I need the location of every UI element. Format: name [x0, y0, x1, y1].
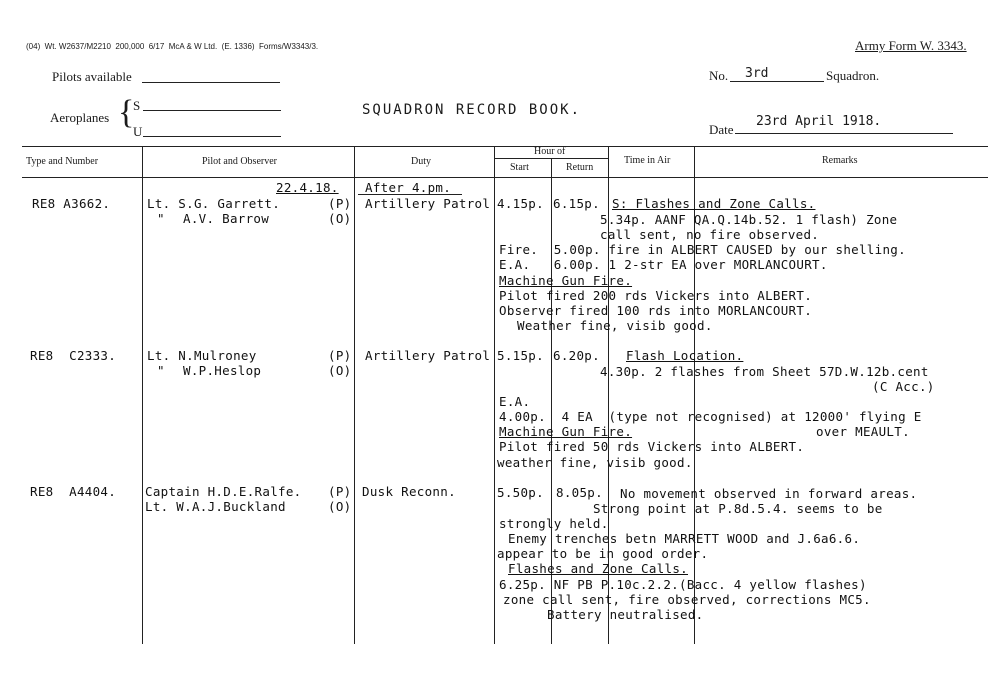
- date-label: Date: [709, 122, 734, 137]
- entry-1-start: 4.15p.: [497, 196, 544, 211]
- entry-1-duty: Artillery Patrol: [365, 196, 491, 211]
- entry-3-remark-8: zone call sent, fire observed, corrections MC5.: [503, 592, 871, 607]
- entry-2-remark-1: Flash Location.: [626, 348, 744, 363]
- table-top-rule: [22, 146, 988, 147]
- col-divider-2: [354, 146, 355, 644]
- entry-2-start: 5.15p.: [497, 348, 544, 363]
- col-header-type: Type and Number: [26, 156, 99, 167]
- entry-2-pilot: Lt. N.Mulroney: [147, 348, 257, 363]
- entry-2-remark-3: (C Acc.): [872, 379, 935, 394]
- entry-1-type: RE8 A3662.: [32, 196, 111, 211]
- aeroplanes-s-label: S: [133, 98, 141, 113]
- entry-1-observer-ditto: ": [157, 211, 165, 226]
- aeroplanes-u-label: U: [133, 124, 143, 139]
- entry-2-duty: Artillery Patrol: [365, 348, 491, 363]
- entry-date-heading: 22.4.18.: [276, 180, 339, 195]
- entry-2-observer-ditto: ": [157, 363, 165, 378]
- entry-3-remark-2: Strong point at P.8d.5.4. seems to be: [593, 501, 883, 516]
- entry-1-remark-3: call sent, no fire observed.: [600, 227, 820, 242]
- entry-3-pilot-role: (P): [328, 484, 352, 499]
- col-header-remarks: Remarks: [822, 155, 858, 166]
- print-code: (04) Wt. W2637/M2210 200,000 6/17 McA & W Ltd. (E. 1336) Forms/W3343/3.: [26, 42, 319, 51]
- entry-3-remark-4: Enemy trenches betn MARRETT WOOD and J.6a6.6.: [508, 531, 861, 546]
- entry-1-pilot-role: (P): [328, 196, 352, 211]
- entry-3-remark-7: 6.25p. NF PB P.10c.2.2.(Bacc. 4 yellow flashes): [499, 577, 867, 592]
- entry-3-observer: Lt. W.A.J.Buckland: [145, 499, 286, 514]
- entry-3-remark-5: appear to be in good order.: [497, 546, 709, 561]
- entry-1-remark-9: Weather fine, visib good.: [517, 318, 713, 333]
- entry-2-observer: W.P.Heslop: [183, 363, 262, 378]
- army-form-number: Army Form W. 3343.: [855, 38, 967, 53]
- table-header-rule: [22, 177, 988, 178]
- entry-2-remark-6: over MEAULT.: [816, 424, 910, 439]
- entry-1-remark-6: Machine Gun Fire.: [499, 273, 633, 288]
- entry-3-remark-3: strongly held.: [499, 516, 609, 531]
- entry-2-remark-8: Pilot fired 50 rds Vickers into ALBERT.: [499, 439, 805, 454]
- col-header-start: Start: [510, 162, 529, 173]
- col-header-hour-of: Hour of: [534, 146, 566, 157]
- col-header-pilot: Pilot and Observer: [202, 156, 277, 167]
- aeroplanes-label: Aeroplanes: [50, 110, 110, 125]
- entry-2-return: 6.20p.: [553, 348, 600, 363]
- entry-3-pilot: Captain H.D.E.Ralfe.: [145, 484, 302, 499]
- entry-3-return: 8.05p.: [556, 485, 603, 500]
- entry-2-remark-5: 4.00p. 4 EA (type not recognised) at 12000' flying E: [499, 409, 922, 424]
- col-divider-1: [142, 146, 143, 644]
- entry-1-remark-8: Observer fired 100 rds into MORLANCOURT.: [499, 303, 813, 318]
- page-title: SQUADRON RECORD BOOK.: [362, 102, 582, 118]
- pilots-available-label: Pilots available: [52, 69, 132, 84]
- entry-3-remark-6: Flashes and Zone Calls.: [508, 561, 688, 576]
- squadron-label: Squadron.: [826, 68, 880, 83]
- entry-3-duty: Dusk Reconn.: [362, 484, 456, 499]
- entry-duty-heading: After 4.pm.: [365, 180, 452, 195]
- entry-3-remark-1: No movement observed in forward areas.: [620, 486, 918, 501]
- entry-3-remark-9: Battery neutralised.: [547, 607, 704, 622]
- entry-1-remark-1: S: Flashes and Zone Calls.: [612, 196, 816, 211]
- squadron-no-line: [730, 81, 824, 82]
- entry-2-type: RE8 C2333.: [30, 348, 117, 363]
- entry-2-remark-9: weather fine, visib good.: [497, 455, 693, 470]
- entry-3-start: 5.50p.: [497, 485, 544, 500]
- col-header-duty: Duty: [411, 156, 431, 167]
- entry-1-remark-7: Pilot fired 200 rds Vickers into ALBERT.: [499, 288, 813, 303]
- entry-3-observer-role: (O): [328, 499, 352, 514]
- entry-1-observer-role: (O): [328, 211, 352, 226]
- entry-2-remark-7: Machine Gun Fire.: [499, 424, 633, 439]
- entry-2-remark-4: E.A.: [499, 394, 531, 409]
- aeroplanes-u-line: [143, 136, 281, 137]
- squadron-no-label: No.: [709, 68, 729, 83]
- entry-2-observer-role: (O): [328, 363, 352, 378]
- date-value: 23rd April 1918.: [756, 114, 882, 129]
- entry-1-return: 6.15p.: [553, 196, 600, 211]
- col-header-return: Return: [566, 162, 594, 173]
- entry-1-remark-5: E.A. 6.00p. 1 2-str EA over MORLANCOURT.: [499, 257, 828, 272]
- col-divider-3: [494, 146, 495, 644]
- entry-1-observer: A.V. Barrow: [183, 211, 270, 226]
- aeroplanes-s-line: [143, 110, 281, 111]
- entry-1-pilot: Lt. S.G. Garrett.: [147, 196, 281, 211]
- entry-2-remark-2: 4.30p. 2 flashes from Sheet 57D.W.12b.cent: [600, 364, 929, 379]
- col-header-time-in-air: Time in Air: [624, 155, 671, 166]
- entry-1-remark-4: Fire. 5.00p. fire in ALBERT CAUSED by our shelling.: [499, 242, 906, 257]
- aeroplanes-brace: {: [118, 94, 135, 131]
- squadron-no-value: 3rd: [745, 66, 769, 81]
- entry-1-remark-2: 5.34p. AANF QA.Q.14b.52. 1 flash) Zone: [600, 212, 898, 227]
- date-line: [735, 133, 953, 134]
- entry-2-pilot-role: (P): [328, 348, 352, 363]
- entry-3-type: RE8 A4404.: [30, 484, 117, 499]
- pilots-available-line: [142, 82, 280, 83]
